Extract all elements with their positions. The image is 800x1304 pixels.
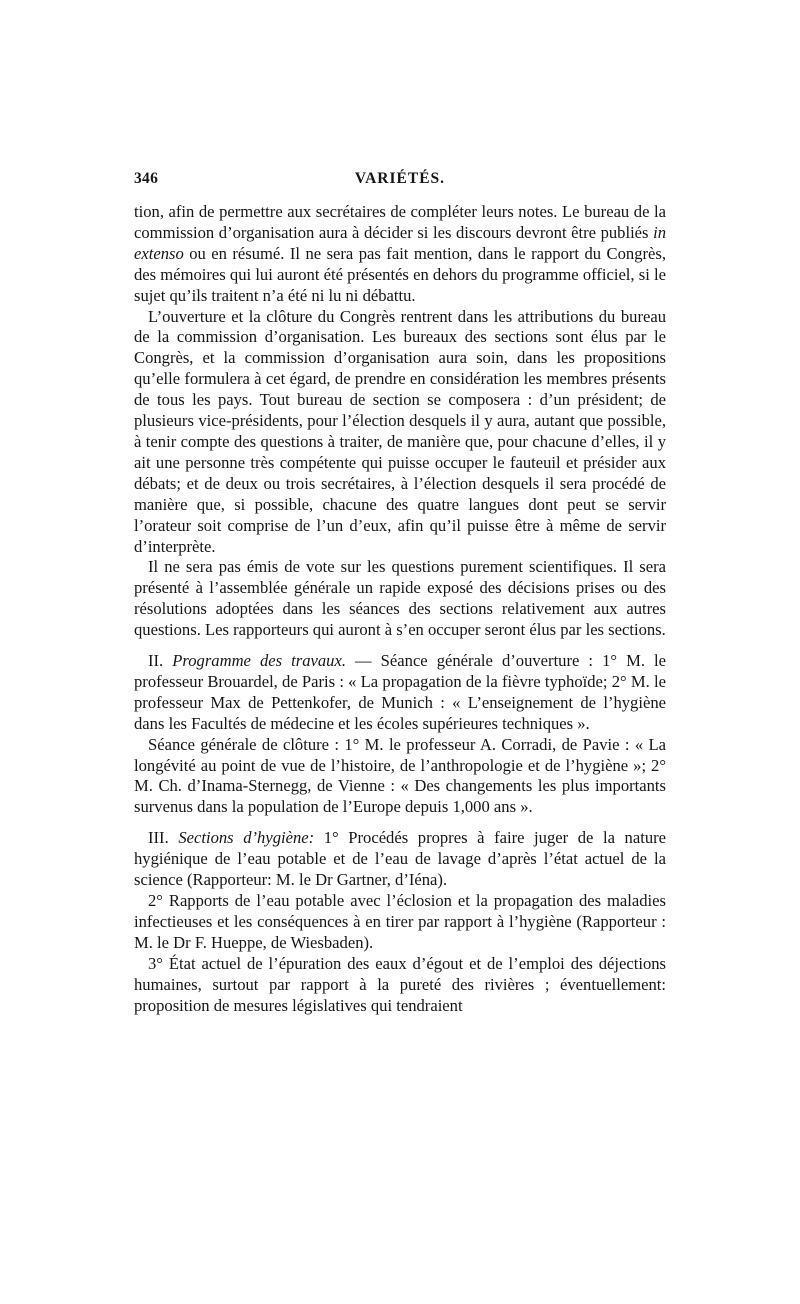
paragraph-hygiene-sections: [134, 828, 666, 891]
paragraph-programme: [134, 651, 666, 735]
running-header: [134, 170, 666, 194]
text-run: 2° Rapports de l’eau potable avec l’éclosion et la propagation des maladies infectieuses et les conséquences à en tirer par rapport à l’hygiène (Rapporteur : M. le Dr F. Hueppe, de Wiesbaden).: [134, 891, 666, 952]
paragraph-publication-rules: [134, 202, 666, 307]
text-run: II.: [148, 651, 173, 671]
paragraph-bureaux: [134, 307, 666, 558]
paragraph-drinking-water: [134, 891, 666, 954]
paragraph-closing-session: [134, 735, 666, 819]
text-run: tion, afin de permettre aux secrétaires de compléter leurs notes. Le bureau de la commission d’organisation aura à décider si les discours devront être publiés: [134, 202, 666, 242]
text-run: 1° Procédés propres à faire juger de la nature hygiénique de l’eau potable et de l’eau de lavage d’après l’état actuel de la science (Rapporteur: M. le Dr Gartner, d’Iéna).: [134, 828, 667, 890]
text-run: ou en résumé. Il ne sera pas fait mention, dans le rapport du Congrès, des mémoires qui lui auront été présentés en dehors du programme officiel, si le sujet qu’ils traitent n’a été ni lu ni débattu.: [134, 243, 666, 305]
text-run: — Séance générale d’ouverture : 1° M. le professeur Brouardel, de Paris : « La propagation de la fièvre typhoïde; 2° M. le professeur Max de Pettenkofer, de Munich : « L’enseignement de l’hygiène dans les Facultés de médecine et les écoles supérieures techniques ».: [134, 651, 666, 733]
italic-phrase: in extenso: [134, 222, 666, 263]
text-run: Il ne sera pas émis de vote sur les questions purement scientifiques. Il sera présenté à l’assemblée générale un rapide exposé des décisions prises ou des résolutions adoptées dans les séances des sections relativement aux autres questions. Les rapporteurs qui auront à s’en occuper seront élus par les sections.: [134, 557, 666, 640]
paragraph-sewage: [134, 954, 666, 1017]
page-number: 346: [134, 170, 159, 187]
running-title: VARIÉTÉS.: [354, 170, 446, 187]
italic-heading: Programme des travaux.: [172, 651, 346, 671]
italic-heading: Sections d’hygiène:: [178, 828, 315, 848]
text-run: 3° État actuel de l’épuration des eaux d’égout et de l’emploi des déjections humaines, surtout par rapport à la pureté des rivières ; éventuellement: proposition de mesures législatives qui tendraient: [134, 953, 666, 1015]
paragraph-votes: [134, 557, 666, 641]
text-run: L’ouverture et la clôture du Congrès rentrent dans les attributions du bureau de la commission d’organisation. Les bureaux des sections sont élus par le Congrès, et la commission d’organisation aura soin, dans les propositions qu’elle formulera à cet égard, de prendre en considération les membres présents de tous les pays. Tout bureau de section se composera : d’un président; de plusieurs vice-présidents, pour l’élection desquels il y aura, autant que possible, à tenir compte des questions à traiter, de manière que, pour chacune d’elles, il y ait une personne très compétente qui puisse occuper le fauteuil et présider aux débats; et de deux ou trois secrétaires, à l’élection desquels il sera procédé de manière que, si possible, chacune des quatre langues dont peut se servir l’orateur soit comprise de l’un d’eux, afin qu’il puisse être à même de servir d’interprète.: [134, 306, 666, 556]
text-run: III.: [148, 828, 179, 848]
body-text: [134, 202, 666, 1016]
text-run: Séance générale de clôture : 1° M. le professeur A. Corradi, de Pavie : « La longévité au point de vue de l’histoire, de l’anthropologie et de l’hygiène »; 2° M. Ch. d’Inama-Sternegg, de Vienne : « Des changements les plus importants survenus dans la population de l’Europe depuis 1,000 ans ».: [134, 734, 666, 817]
